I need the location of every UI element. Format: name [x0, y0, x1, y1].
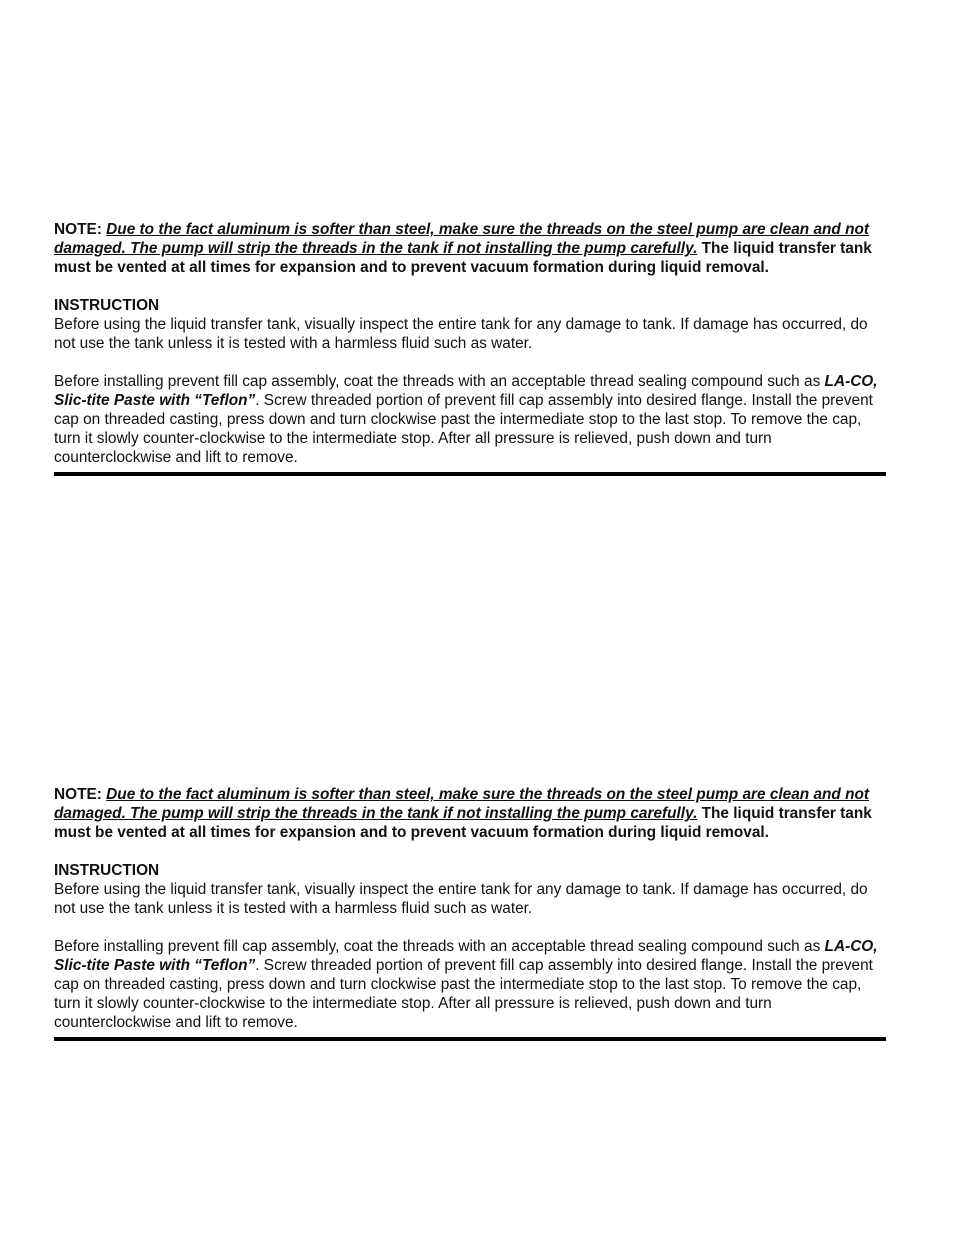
instruction-text: Before using the liquid transfer tank, visually inspect the entire tank for any damage to tank. If damage has occurred, do not use the tank unless it is tested with a harmless fluid such as water.: [54, 316, 868, 352]
note-rest: The liquid transfer tank must be vented at all times for expansion and to prevent vacuum formation during liquid removal.: [54, 805, 872, 841]
compound-name: LA-CO, Slic-tite Paste with “Teflon”: [54, 373, 878, 409]
note-label: NOTE:: [54, 221, 102, 238]
divider-rule: [54, 1037, 886, 1041]
instruction-text: Before using the liquid transfer tank, visually inspect the entire tank for any damage to tank. If damage has occurred, do not use the tank unless it is tested with a harmless fluid such as water.: [54, 881, 868, 917]
note-label: NOTE:: [54, 786, 102, 803]
note-emphasis: Due to the fact aluminum is softer than steel, make sure the threads on the steel pump are clean and not damaged. The pump will strip the threads in the tank if not installing the pump carefully.: [54, 786, 870, 822]
instruction-heading: INSTRUCTION: [54, 862, 160, 879]
cap-install-paragraph: [54, 372, 886, 467]
note-paragraph: [54, 220, 886, 277]
cap-install-paragraph: [54, 937, 886, 1032]
instruction-heading: INSTRUCTION: [54, 297, 160, 314]
notice-block-2: [54, 785, 886, 1041]
compound-name: LA-CO, Slic-tite Paste with “Teflon”: [54, 938, 878, 974]
note-paragraph: [54, 785, 886, 842]
cap-install-rest: . Screw threaded portion of prevent fill cap assembly into desired flange. Install the prevent cap on threaded casting, press down and turn clockwise past the intermediate stop to the last stop. To remove the cap, turn it slowly counter-clockwise to the intermediate stop. After all pressure is relieved, push down and turn counterclockwise and lift to remove.: [54, 392, 873, 466]
divider-rule: [54, 472, 886, 476]
cap-install-rest: . Screw threaded portion of prevent fill cap assembly into desired flange. Install the prevent cap on threaded casting, press down and turn clockwise past the intermediate stop to the last stop. To remove the cap, turn it slowly counter-clockwise to the intermediate stop. After all pressure is relieved, push down and turn counterclockwise and lift to remove.: [54, 957, 873, 1031]
cap-install-start: Before installing prevent fill cap assembly, coat the threads with an acceptable thread sealing compound such as: [54, 938, 825, 955]
notice-block-1: [54, 220, 886, 476]
note-emphasis: Due to the fact aluminum is softer than steel, make sure the threads on the steel pump are clean and not damaged. The pump will strip the threads in the tank if not installing the pump carefully.: [54, 221, 870, 257]
note-rest: The liquid transfer tank must be vented at all times for expansion and to prevent vacuum formation during liquid removal.: [54, 240, 872, 276]
cap-install-start: Before installing prevent fill cap assembly, coat the threads with an acceptable thread sealing compound such as: [54, 373, 825, 390]
